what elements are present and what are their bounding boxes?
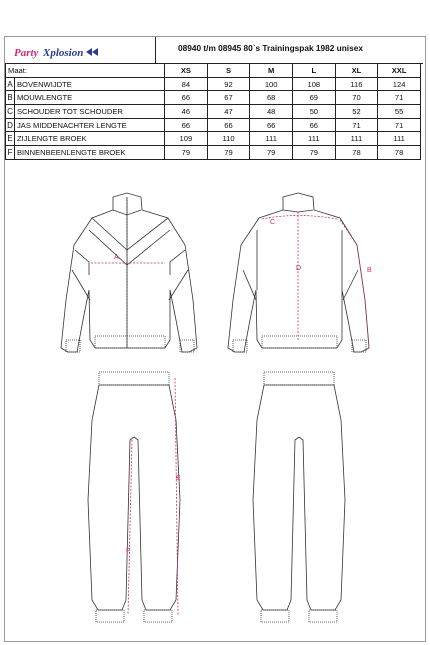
cell: 109 (165, 132, 208, 146)
cell: 78 (378, 146, 421, 160)
cell: 100 (250, 77, 293, 91)
row-name: ZIJLENGTE BROEK (14, 132, 164, 146)
row-letter: D (6, 118, 15, 132)
row-name: SCHOUDER TOT SCHOUDER (14, 105, 164, 119)
cell: 79 (207, 146, 250, 160)
cell: 55 (378, 105, 421, 119)
label-a: A (114, 254, 119, 261)
cell: 116 (335, 77, 378, 91)
cell: 47 (207, 105, 250, 119)
row-letter: C (6, 105, 15, 119)
cell: 66 (292, 118, 335, 132)
cell: 84 (165, 77, 208, 91)
cell: 50 (292, 105, 335, 119)
cell: 71 (378, 91, 421, 105)
size-header-label: Maat: (6, 64, 165, 78)
cell: 71 (378, 118, 421, 132)
cell: 48 (250, 105, 293, 119)
row-name: MOUWLENGTE (14, 91, 164, 105)
row-name: BINNENBEENLENGTE BROEK (14, 146, 164, 160)
cell: 92 (207, 77, 250, 91)
row-letter: A (6, 77, 15, 91)
cell: 66 (165, 91, 208, 105)
jacket-back-drawing (228, 193, 369, 352)
cell: 79 (292, 146, 335, 160)
cell: 111 (250, 132, 293, 146)
cell: 70 (335, 91, 378, 105)
trousers-back-drawing (253, 372, 345, 622)
row-letter: F (6, 146, 15, 160)
cell: 111 (335, 132, 378, 146)
label-e: E (176, 475, 181, 482)
row-letter: B (6, 91, 15, 105)
row-name: JAS MIDDENACHTER LENGTE (14, 118, 164, 132)
cell: 68 (250, 91, 293, 105)
cell: 52 (335, 105, 378, 119)
size-xl: XL (335, 64, 378, 78)
label-b: B (367, 267, 372, 274)
cell: 110 (207, 132, 250, 146)
row-name: BOVENWIJDTE (14, 77, 164, 91)
svg-text:Xplosion: Xplosion (43, 47, 84, 59)
jacket-front-drawing (61, 193, 197, 352)
cell: 66 (165, 118, 208, 132)
cell: 71 (335, 118, 378, 132)
cell: 46 (165, 105, 208, 119)
label-f: F (126, 548, 131, 555)
cell: 66 (207, 118, 250, 132)
row-letter: E (6, 132, 15, 146)
cell: 124 (378, 77, 421, 91)
size-l: L (292, 64, 335, 78)
trousers-front-drawing (88, 372, 180, 622)
size-s: S (207, 64, 250, 78)
cell: 79 (165, 146, 208, 160)
cell: 78 (335, 146, 378, 160)
size-xs: XS (165, 64, 208, 78)
cell: 66 (250, 118, 293, 132)
cell: 79 (250, 146, 293, 160)
page-title: 08940 t/m 08945 80`s Trainingspak 1982 unisex (178, 43, 363, 53)
cell: 67 (207, 91, 250, 105)
cell: 69 (292, 91, 335, 105)
size-m: M (250, 64, 293, 78)
size-xxl: XXL (378, 64, 421, 78)
cell: 111 (378, 132, 421, 146)
cell: 108 (292, 77, 335, 91)
svg-text:Party: Party (14, 47, 39, 59)
label-c: C (270, 219, 276, 226)
cell: 111 (292, 132, 335, 146)
label-d: D (296, 265, 302, 272)
